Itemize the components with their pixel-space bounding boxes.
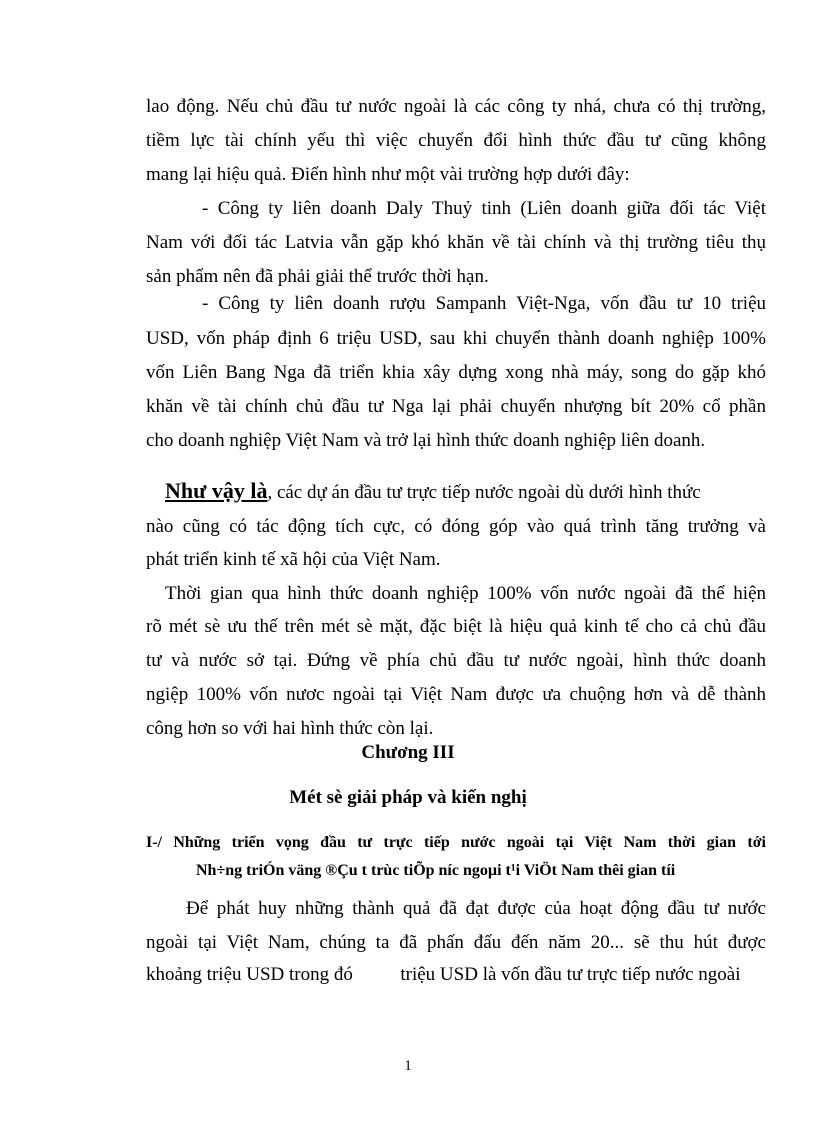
page-number: 1 bbox=[404, 1058, 412, 1074]
text-line: sản phẩm nên đã phải giải thể trước thời hạn. bbox=[146, 266, 489, 287]
text-line: cho doanh nghiệp Việt Nam và trở lại hình thức doanh nghiệp liên doanh. bbox=[146, 430, 706, 451]
text-line: mang lại hiệu quả. Điển hình như một vài trường hợp dưới đây: bbox=[146, 164, 630, 185]
text-line: ngiệp 100% vốn nươc ngoài tại Việt Nam được ưa chuộng hơn và dễ thành bbox=[146, 684, 766, 705]
text-line: tư và nước sở tại. Đứng về phía chủ đầu tư nước ngoài, hình thức doanh bbox=[146, 650, 766, 671]
text-line: lao động. Nếu chủ đầu tư nước ngoài là các công ty nhá, chưa có thị trường, bbox=[146, 96, 766, 117]
text-line: phát triển kinh tế xã hội của Việt Nam. bbox=[146, 549, 441, 570]
text-line bbox=[165, 479, 766, 505]
text-line: nào cũng có tác động tích cực, có đóng góp vào quá trình tăng trưởng và bbox=[146, 516, 766, 537]
text-line: tiềm lực tài chính yếu thì việc chuyển đổi hình thức đầu tư cũng không bbox=[146, 130, 766, 151]
text-run: , các dự án đầu tư trực tiếp nước ngoài dù dưới hình thức bbox=[267, 482, 701, 503]
text-line: Để phát huy những thành quả đã đạt được của hoạt động đầu tư nước bbox=[186, 898, 766, 919]
text-line: rõ mét sè ưu thế trên mét sè mặt, đặc biệt là hiệu quả kinh tế cho cả chủ đầu bbox=[146, 616, 766, 637]
section-heading: I-/ Những triển vọng đầu tư trực tiếp nước ngoài tại Việt Nam thời gian tới bbox=[146, 834, 766, 851]
chapter-subtitle: Mét sè giải pháp và kiến nghị bbox=[289, 787, 527, 808]
lead-phrase: Như vậy là bbox=[165, 478, 268, 503]
text-line: khăn về tài chính chủ đầu tư Nga lại phải chuyển nhượng bít 20% cổ phần bbox=[146, 396, 766, 417]
chapter-title: Chương III bbox=[361, 742, 455, 763]
text-line: vốn Liên Bang Nga đã triển khia xây dựng xong nhà máy, song do gặp khó bbox=[146, 362, 766, 383]
section-heading-garbled: Nh÷ng triÓn väng ®Çu t trùc tiÕp níc ngoµi t¹i ViÖt Nam thêi gian tíi bbox=[196, 862, 676, 879]
text-line: USD, vốn pháp định 6 triệu USD, sau khi chuyển thành doanh nghiệp 100% bbox=[146, 328, 766, 349]
text-line: - Công ty liên doanh Daly Thuỷ tinh (Liên doanh giữa đối tác Việt bbox=[202, 198, 766, 219]
text-line: khoảng triệu USD trong đó triệu USD là vốn đầu tư trực tiếp nước ngoài bbox=[146, 964, 741, 985]
text-line: Thời gian qua hình thức doanh nghiệp 100% vốn nước ngoài đã thể hiện bbox=[165, 583, 766, 604]
text-line: - Công ty liên doanh rượu Sampanh Việt-Nga, vốn đầu tư 10 triệu bbox=[202, 293, 766, 314]
text-line: ngoài tại Việt Nam, chúng ta đã phấn đấu đến năm 20... sẽ thu hút được bbox=[146, 932, 766, 953]
text-line: Nam với đối tác Latvia vẫn gặp khó khăn về tài chính và thị trường tiêu thụ bbox=[146, 232, 766, 253]
text-line: công hơn so với hai hình thức còn lại. bbox=[146, 718, 434, 739]
